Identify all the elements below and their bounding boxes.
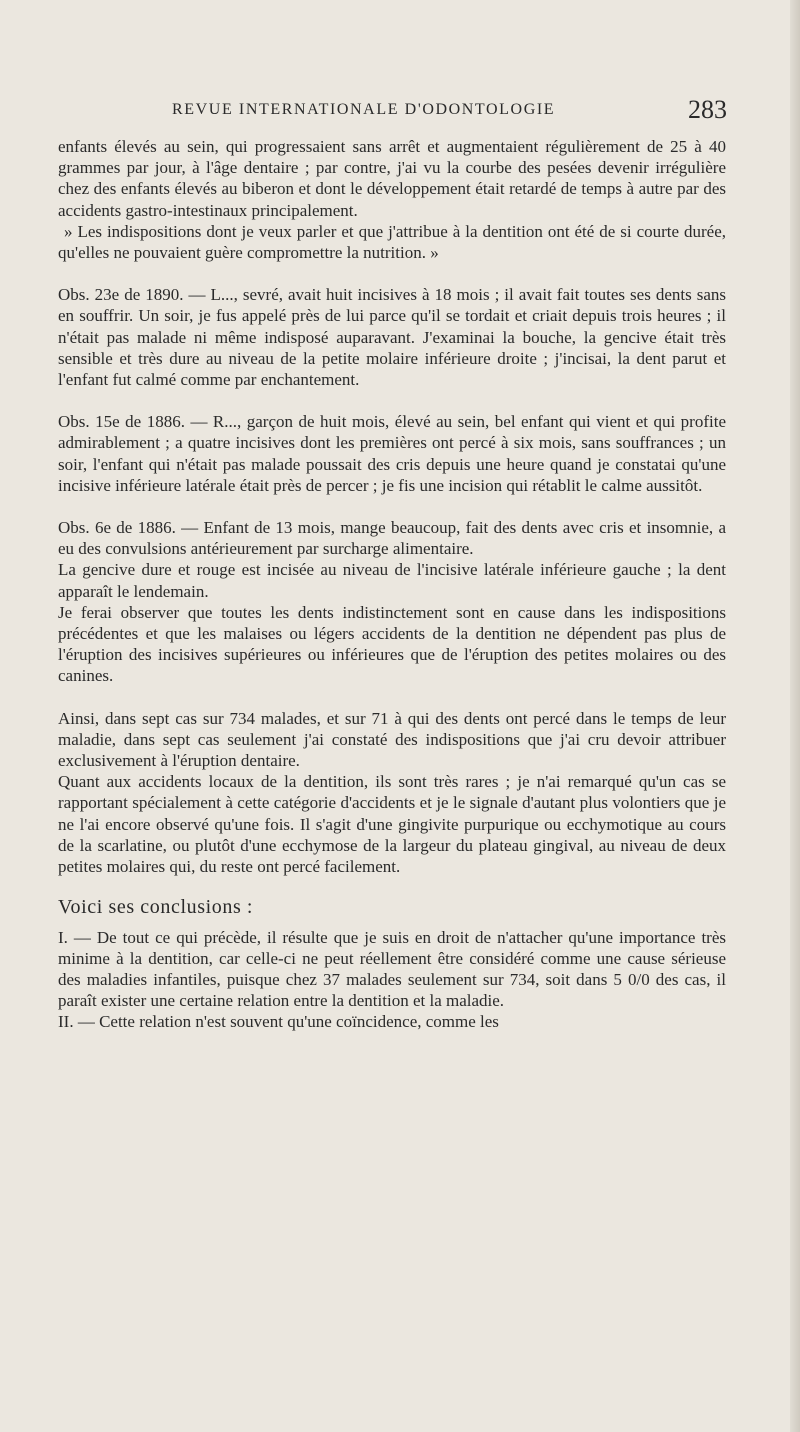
paragraph-quote-end: » Les indispositions dont je veux parler et que j'attribue à la dentition ont été de si courte durée, qu'elles ne pouvaient guère compromettre la nutrition. » bbox=[58, 221, 726, 263]
page-header bbox=[172, 95, 727, 129]
page-edge bbox=[790, 0, 800, 1432]
paragraph-obs-15: Obs. 15e de 1886. — R..., garçon de huit mois, élevé au sein, bel enfant qui vient et qui profite admirablement ; a quatre incisives dont les premières ont percé à six mois, sans souffrances ; un soir, l'enfant qui n'était pas malade poussait des cris depuis une heure quand je constatai qu'une incisive inférieure latérale était près de percer ; je fis une incision qui rétablit le calme aussitôt. bbox=[58, 412, 726, 495]
paragraph-obs-6: Obs. 6e de 1886. — Enfant de 13 mois, mange beaucoup, fait des dents avec cris et insomnie, a eu des convulsions antérieurement par surcharge alimentaire. bbox=[58, 518, 726, 559]
body-text bbox=[58, 136, 726, 1033]
paragraph-continued: enfants élevés au sein, qui progressaient sans arrêt et augmentaient régulièrement de 25 à 40 grammes par jour, à l'âge dentaire ; par contre, j'ai vu la courbe des pesées devenir irrégulière chez des enfants élevés au biberon et dont le développement était retardé de temps à autre par des accidents gastro-intestinaux principalement. bbox=[58, 137, 726, 220]
conclusion-2: II. — Cette relation n'est souvent qu'une coïncidence, comme les bbox=[58, 1012, 499, 1032]
paragraph-gencive: La gencive dure et rouge est incisée au niveau de l'incisive latérale inférieure gauche ; la dent apparaît le lendemain. bbox=[58, 560, 726, 601]
paragraph-obs-23: Obs. 23e de 1890. — L..., sevré, avait huit incisives à 18 mois ; il avait fait toutes ses dents sans en souffrir. Un soir, je fus appelé près de lui parce qu'il se tordait et criait depuis trois heures ; il n'était pas malade ni même indisposé auparavant. J'examinai la bouche, la gencive était très sensible et très dure au niveau de la petite molaire inférieure droite ; j'incisai, la dent parut et l'enfant fut calmé comme par enchantement. bbox=[58, 285, 726, 390]
conclusion-1: I. — De tout ce qui précède, il résulte que je suis en droit de n'attacher qu'une importance très minime à la dentition, car celle-ci ne peut réellement être considéré comme une cause sérieuse des maladies infantiles, puisque chez 37 malades seulement sur 734, soit dans 5 0/0 des cas, il paraît exister une certaine relation entre la dentition et la maladie. bbox=[58, 927, 726, 1011]
paragraph-observation: Je ferai observer que toutes les dents indistinctement sont en cause dans les indispositions précédentes et que les malaises ou légers accidents de la dentition ne dépendent pas plus de l'éruption des incisives supérieures ou inférieures que de l'éruption des petites molaires ou des canines. bbox=[58, 602, 726, 686]
paragraph-accidents-locaux: Quant aux accidents locaux de la dentition, ils sont très rares ; je n'ai remarqué qu'un cas se rapportant spécialement à cette catégorie d'accidents et je le signale d'autant plus volontiers que je ne l'ai encore observé qu'une fois. Il s'agit d'une gingivite purpurique ou ecchymotique au cours de la scarlatine, ou plutôt d'une ecchymose de la largeur du plateau gingival, au niveau de deux petites molaires qui, du reste ont percé facilement. bbox=[58, 772, 726, 877]
page-number: 283 bbox=[688, 95, 727, 124]
running-title: REVUE INTERNATIONALE D'ODONTOLOGIE bbox=[172, 101, 556, 118]
conclusions-heading: Voici ses conclusions : bbox=[58, 896, 254, 919]
paragraph-ainsi: Ainsi, dans sept cas sur 734 malades, et sur 71 à qui des dents ont percé dans le temps de leur maladie, dans sept cas seulement j'ai constaté des indispositions que j'ai cru devoir attribuer exclusivement à l'éruption dentaire. bbox=[58, 708, 726, 771]
